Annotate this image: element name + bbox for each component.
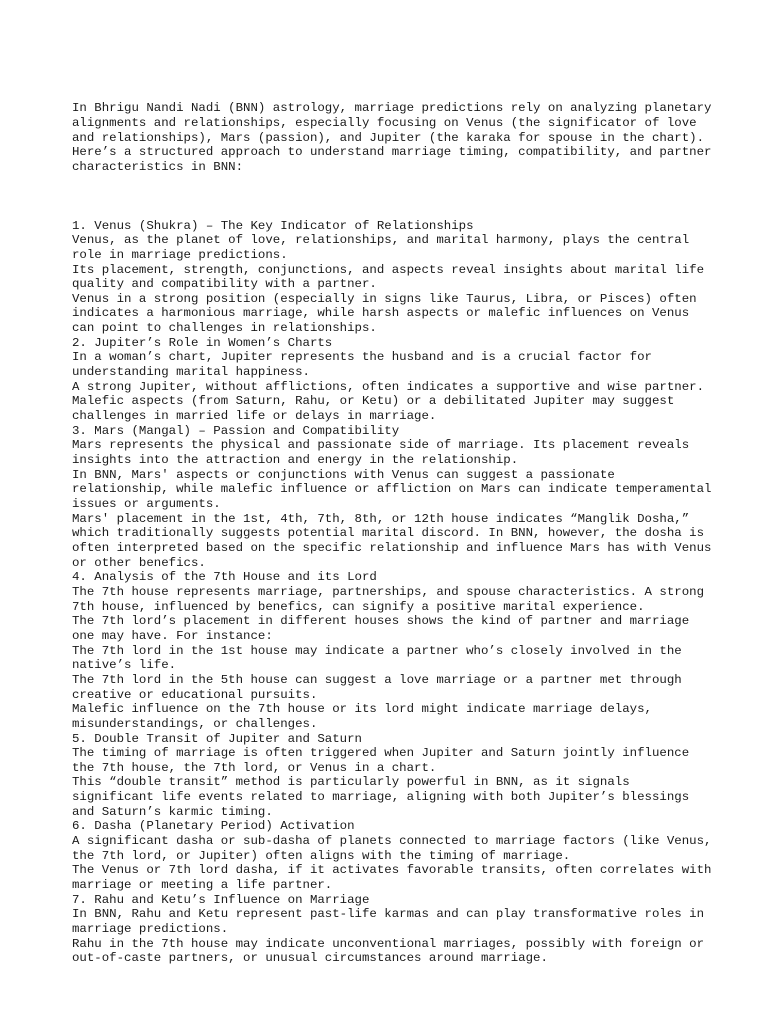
section-paragraph: In BNN, Mars' aspects or conjunctions with Venus can suggest a passionate relationship, while malefic influence or affliction on Mars can indicate temperamental issues or arguments.: [72, 467, 719, 512]
section-heading: 4. Analysis of the 7th House and its Lord: [72, 570, 377, 585]
sections-container: [72, 218, 719, 966]
section-paragraph: In BNN, Rahu and Ketu represent past-life karmas and can play transformative roles in marriage predictions.: [72, 907, 712, 937]
section-paragraph: A strong Jupiter, without afflictions, often indicates a supportive and wise partner. Malefic aspects (from Saturn, Rahu, or Ketu) or a debilitated Jupiter may suggest challenges in married life or delays in marriage.: [72, 379, 712, 424]
section-paragraph: Venus in a strong position (especially in signs like Taurus, Libra, or Pisces) often indicates a harmonious marriage, while harsh aspects or malefic influences on Venus can point to challenges in relationships.: [72, 291, 705, 336]
section-paragraph: Mars' placement in the 1st, 4th, 7th, 8th, or 12th house indicates “Manglik Dosha,” which traditionally suggests potential marital discord. In BNN, however, the dosha is often interpreted based on the specific relationship and influence Mars has with Venus or other benefics.: [72, 511, 719, 570]
section-heading: 6. Dasha (Planetary Period) Activation: [72, 819, 355, 834]
section-paragraph: The 7th house represents marriage, partnerships, and spouse characteristics. A strong 7th house, influenced by benefics, can signify a positive marital experience.: [72, 584, 712, 614]
section-paragraph: The 7th lord’s placement in different houses shows the kind of partner and marriage one may have. For instance:: [72, 614, 697, 643]
section-paragraph: Rahu in the 7th house may indicate unconventional marriages, possibly with foreign or out-of-caste partners, or unusual circumstances around marriage.: [72, 936, 712, 966]
section-paragraph: A significant dasha or sub-dasha of planets connected to marriage factors (like Venus, the 7th lord, or Jupiter) often aligns with the timing of marriage.: [72, 834, 719, 863]
section-paragraph: The 7th lord in the 1st house may indicate a partner who’s closely involved in the native’s life.: [72, 643, 690, 673]
section-1: [72, 219, 712, 336]
section-heading: 5. Double Transit of Jupiter and Saturn: [72, 731, 362, 746]
section-paragraph: Malefic influence on the 7th house or its lord might indicate marriage delays, misunderstandings, or challenges.: [72, 702, 660, 731]
section-5: [72, 732, 712, 820]
section-7: [72, 893, 712, 966]
section-paragraph: The timing of marriage is often triggered when Jupiter and Saturn jointly influence the 7th house, the 7th lord, or Venus in a chart.: [72, 746, 697, 775]
section-paragraph: The 7th lord in the 5th house can suggest a love marriage or a partner met through creative or educational pursuits.: [72, 672, 690, 702]
section-heading: 7. Rahu and Ketu’s Influence on Marriage: [72, 892, 370, 907]
section-3: [72, 423, 719, 571]
section-heading: 2. Jupiter’s Role in Women’s Charts: [72, 335, 333, 350]
section-paragraph: Mars represents the physical and passionate side of marriage. Its placement reveals insights into the attraction and energy in the relationship.: [72, 438, 697, 468]
section-paragraph: The Venus or 7th lord dasha, if it activates favorable transits, often correlates with marriage or meeting a life partner.: [72, 863, 719, 893]
section-heading: 3. Mars (Mangal) – Passion and Compatibility: [72, 423, 400, 438]
section-paragraph: In a woman’s chart, Jupiter represents the husband and is a crucial factor for understanding marital happiness.: [72, 350, 660, 380]
section-6: [72, 819, 719, 893]
section-2: [72, 336, 712, 424]
section-heading: 1. Venus (Shukra) – The Key Indicator of Relationships: [72, 218, 474, 233]
section-paragraph: Venus, as the planet of love, relationships, and marital harmony, plays the central role in marriage predictions.: [72, 233, 697, 262]
section-paragraph: This “double transit” method is particularly powerful in BNN, as it signals significant life events related to marriage, aligning with both Jupiter’s blessings and Saturn’s karmic timing.: [72, 775, 697, 819]
section-4: [72, 570, 712, 731]
document-page: [72, 72, 719, 981]
intro-paragraph: In Bhrigu Nandi Nadi (BNN) astrology, marriage predictions rely on analyzing planetary alignments and relationships, especially focusing on Venus (the significator of love and relationships), Mars (passion), and Jupiter (the karaka for spouse in the chart). Here’s a structured approach to understand marriage timing, compatibility, and partner characteristics in BNN:: [72, 101, 719, 174]
section-paragraph: Its placement, strength, conjunctions, and aspects reveal insights about marital life quality and compatibility with a partner.: [72, 262, 712, 292]
